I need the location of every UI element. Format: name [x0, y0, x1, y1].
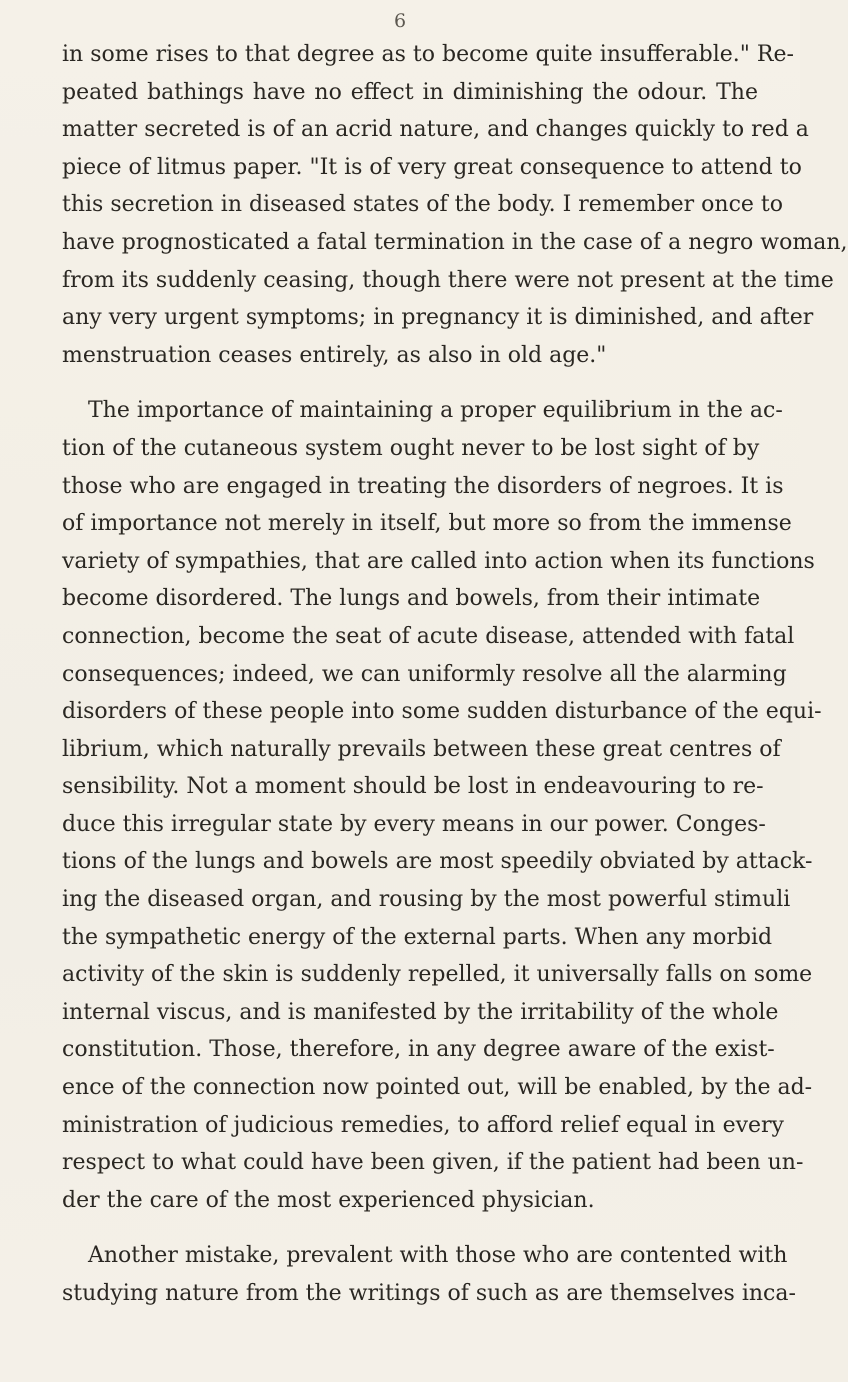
- text-line: ministration of judicious remedies, to afford relief equal in every: [62, 1112, 784, 1138]
- text-line: become disordered. The lungs and bowels, from their intimate: [62, 586, 761, 612]
- text-line: those who are engaged in treating the disorders of negroes. It is: [62, 473, 784, 499]
- text-line: the sympathetic energy of the external parts. When any morbid: [62, 924, 773, 950]
- paragraph-3: [62, 1237, 796, 1312]
- text-line: variety of sympathies, that are called into action when its functions: [62, 548, 815, 574]
- text-line: der the care of the most experienced physician.: [62, 1187, 595, 1213]
- paragraph-2: [62, 392, 822, 1219]
- text-line: menstruation ceases entirely, as also in old age.": [62, 342, 607, 368]
- text-line: have prognosticated a fatal termination in the case of a negro woman,: [62, 229, 848, 255]
- text-line: piece of litmus paper. "It is of very great consequence to attend to: [62, 154, 802, 180]
- paragraph-1: [62, 36, 848, 374]
- text-line: this secretion in diseased states of the body. I remember once to: [62, 192, 784, 218]
- text-line: The importance of maintaining a proper equilibrium in the ac-: [88, 398, 783, 424]
- text-line: matter secreted is of an acrid nature, and changes quickly to red a: [62, 117, 809, 143]
- text-line: activity of the skin is suddenly repelled, it universally falls on some: [62, 962, 813, 988]
- text-line: Another mistake, prevalent with those who are contented with: [88, 1243, 788, 1269]
- text-line: studying nature from the writings of such as are themselves inca-: [62, 1281, 796, 1306]
- text-line: ence of the connection now pointed out, will be enabled, by the ad-: [62, 1075, 813, 1101]
- text-line: duce this irregular state by every means in our power. Conges-: [62, 811, 766, 837]
- text-line: consequences; indeed, we can uniformly resolve all the alarming: [62, 661, 787, 687]
- text-line: tions of the lungs and bowels are most speedily obviated by attack-: [62, 849, 813, 875]
- text-line: peated bathings have no effect in diminishing the odour. The: [62, 79, 758, 105]
- body-text: [62, 36, 848, 1313]
- text-line: constitution. Those, therefore, in any degree aware of the exist-: [62, 1037, 775, 1063]
- text-line: respect to what could have been given, if the patient had been un-: [62, 1150, 804, 1176]
- text-line: tion of the cutaneous system ought never to be lost sight of by: [62, 435, 760, 461]
- text-line: in some rises to that degree as to become quite insufferable." Re-: [62, 42, 794, 67]
- text-line: of importance not merely in itself, but more so from the immense: [62, 511, 792, 537]
- text-line: ing the diseased organ, and rousing by the most powerful stimuli: [62, 887, 791, 913]
- page-number: 6: [393, 10, 407, 32]
- text-line: any very urgent symptoms; in pregnancy it is diminished, and after: [62, 305, 814, 331]
- text-line: sensibility. Not a moment should be lost in endeavouring to re-: [62, 774, 764, 800]
- text-line: connection, become the seat of acute disease, attended with fatal: [62, 623, 795, 649]
- text-line: disorders of these people into some sudden disturbance of the equi-: [62, 699, 822, 725]
- text-line: librium, which naturally prevails between these great centres of: [62, 736, 781, 762]
- text-line: internal viscus, and is manifested by the irritability of the whole: [62, 999, 779, 1025]
- text-line: from its suddenly ceasing, though there were not present at the time: [62, 267, 834, 293]
